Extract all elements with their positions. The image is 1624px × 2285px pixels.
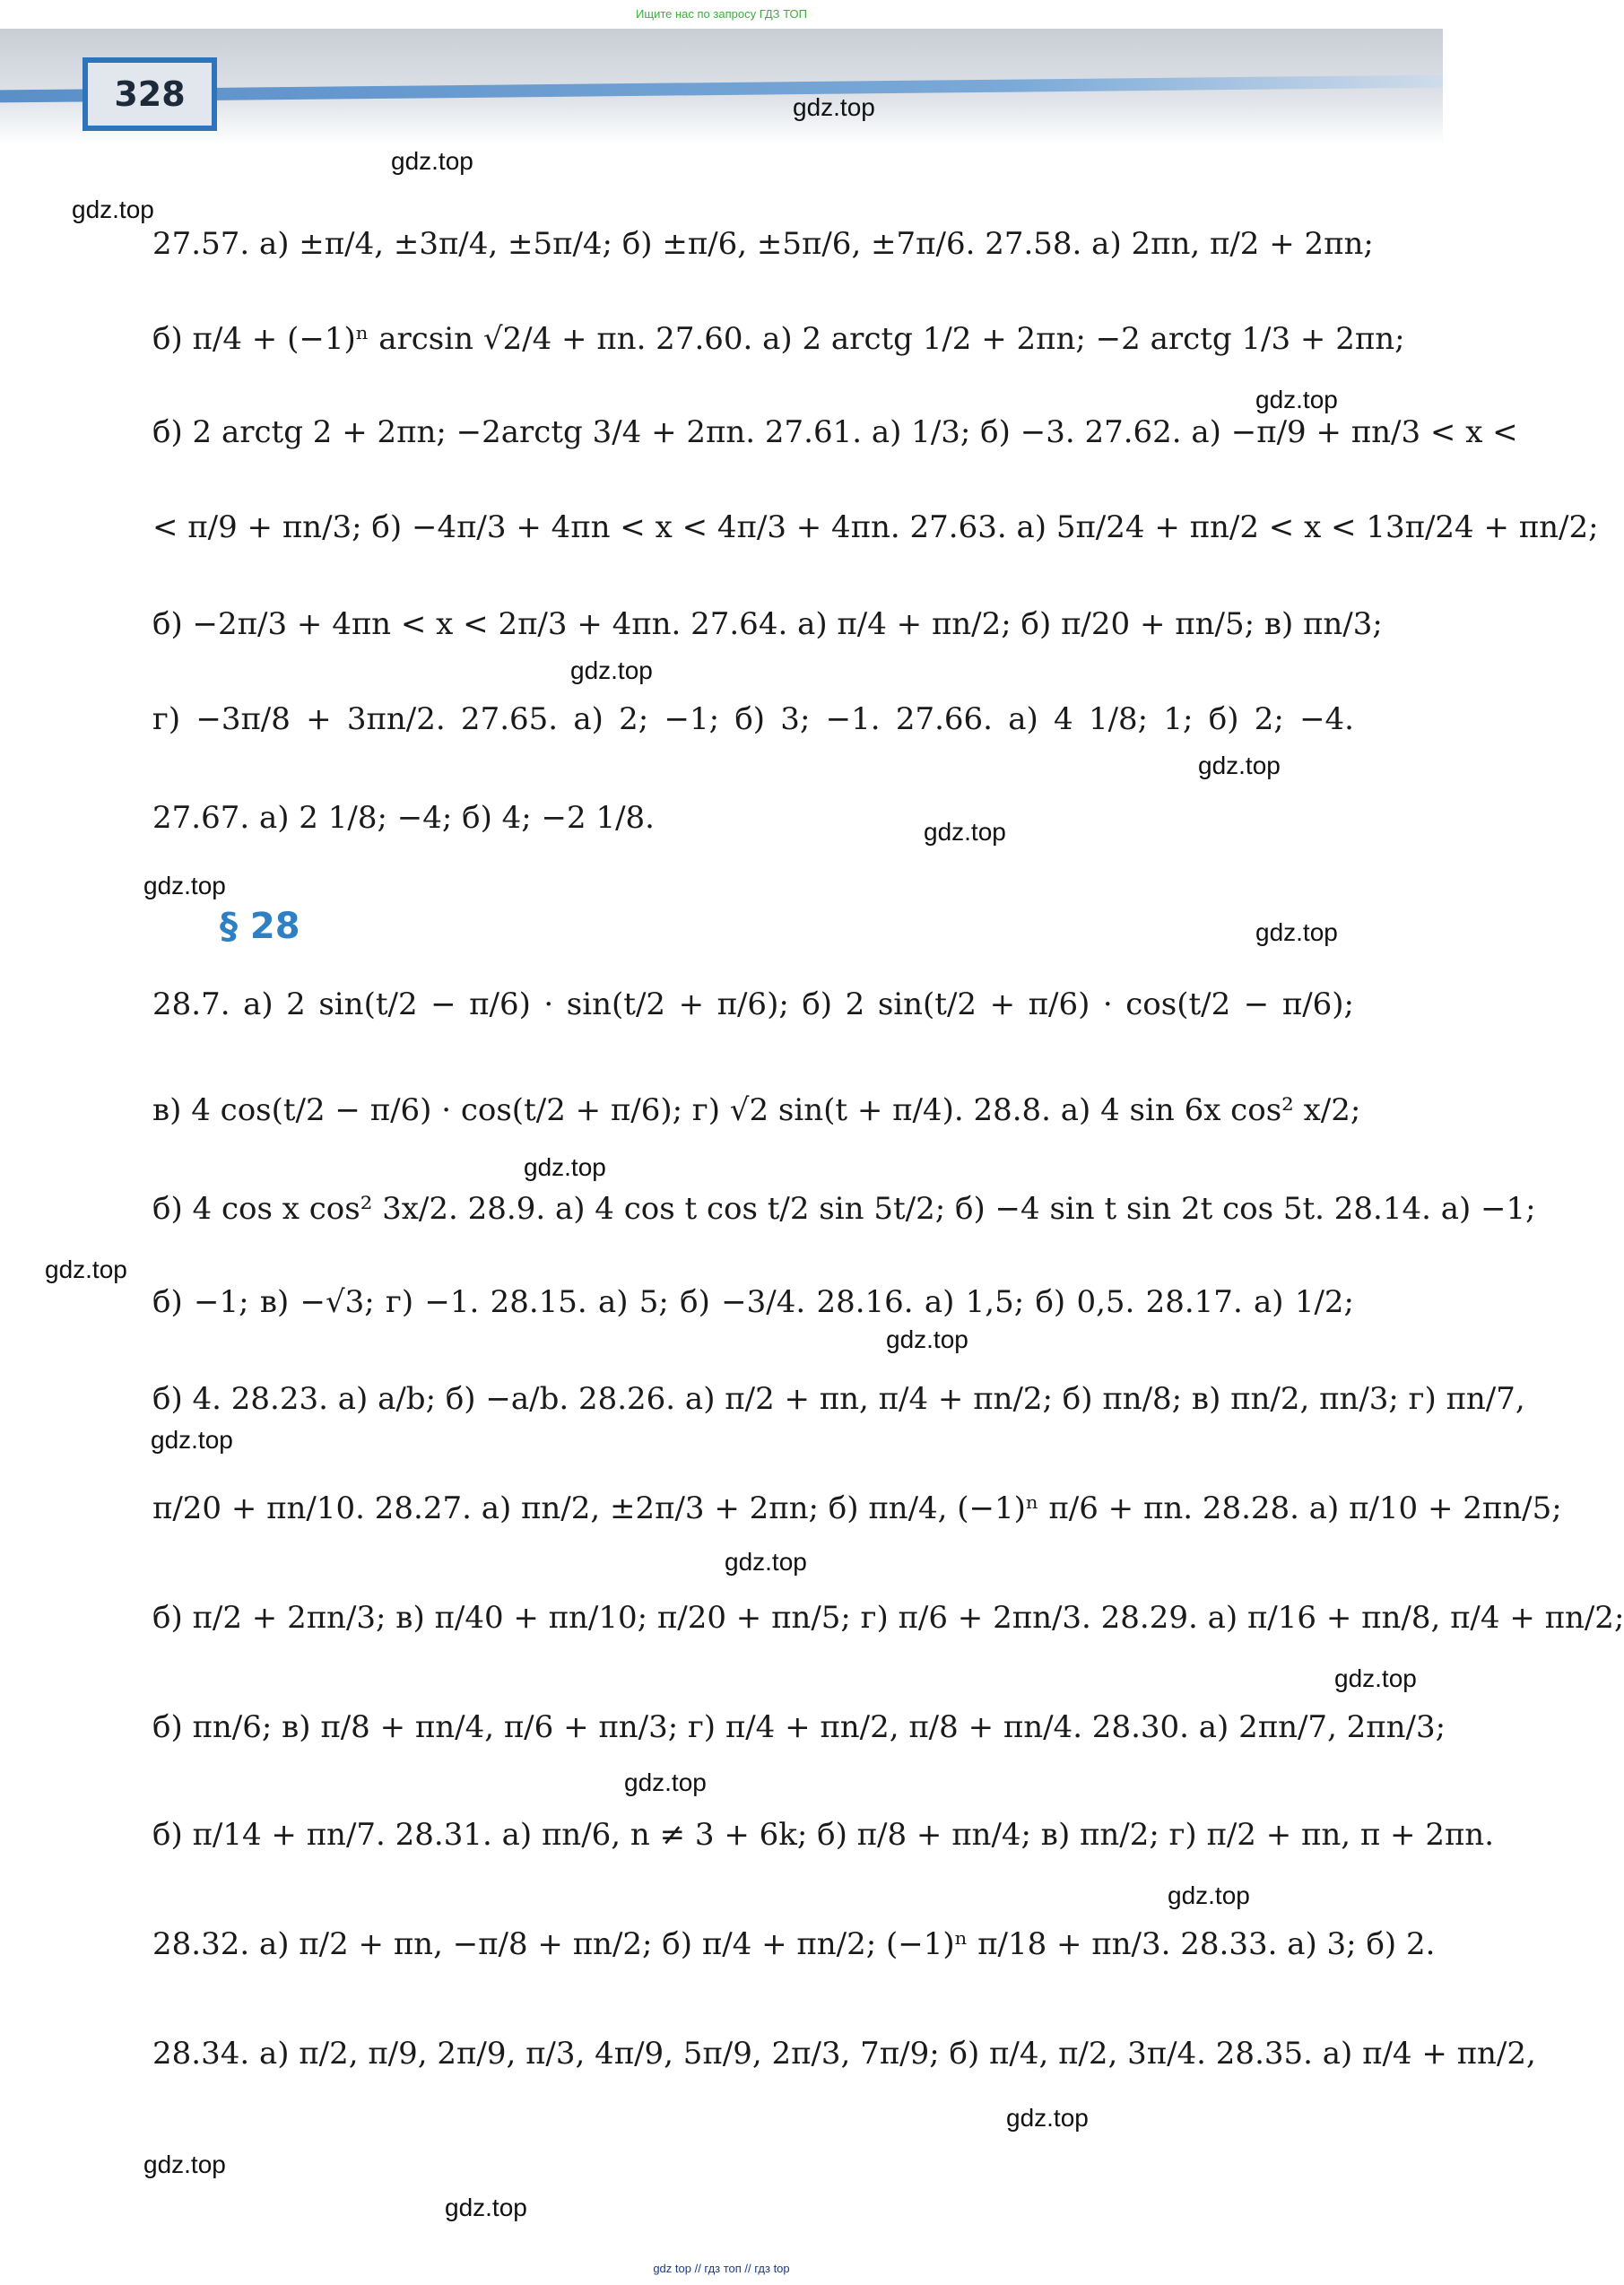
watermark: gdz.top	[725, 1548, 807, 1576]
watermark: gdz.top	[793, 93, 875, 121]
answer-line: б) −1; в) −√3; г) −1. 28.15. а) 5; б) −3/4. 28.16. а) 1,5; б) 0,5. 28.17. а) 1/2;	[152, 1284, 1354, 1320]
watermark: gdz.top	[924, 818, 1006, 846]
watermark: gdz.top	[391, 147, 473, 175]
answer-line: б) π/2 + 2πn/3; в) π/40 + πn/10; π/20 + πn/5; г) π/6 + 2πn/3. 28.29. а) π/16 + πn/8, π/4 + πn/2;	[152, 1600, 1624, 1636]
watermark: gdz.top	[524, 1153, 606, 1181]
answer-line: 28.7. а) 2 sin(t/2 − π/6) · sin(t/2 + π/6); б) 2 sin(t/2 + π/6) · cos(t/2 − π/6);	[152, 986, 1354, 1022]
answer-line: б) −2π/3 + 4πn < x < 2π/3 + 4πn. 27.64. а) π/4 + πn/2; б) π/20 + πn/5; в) πn/3;	[152, 606, 1383, 642]
watermark: gdz.top	[624, 1768, 707, 1796]
watermark: gdz.top	[1168, 1881, 1250, 1909]
answer-line: б) π/14 + πn/7. 28.31. а) πn/6, n ≠ 3 + 6k; б) π/8 + πn/4; в) πn/2; г) π/2 + πn, π + 2πn.	[152, 1817, 1495, 1853]
answer-line: в) 4 cos(t/2 − π/6) · cos(t/2 + π/6); г) √2 sin(t + π/4). 28.8. а) 4 sin 6x cos² x/2;	[152, 1092, 1361, 1128]
answer-line: < π/9 + πn/3; б) −4π/3 + 4πn < x < 4π/3 + 4πn. 27.63. а) 5π/24 + πn/2 < x < 13π/24 + πn/2;	[152, 509, 1599, 545]
section-heading: § 28	[220, 906, 300, 947]
watermark: gdz.top	[151, 1426, 233, 1454]
watermark: gdz.top	[45, 1255, 127, 1283]
answer-line: г) −3π/8 + 3πn/2. 27.65. а) 2; −1; б) 3; −1. 27.66. а) 4 1/8; 1; б) 2; −4.	[152, 701, 1354, 737]
answer-line: 27.57. а) ±π/4, ±3π/4, ±5π/4; б) ±π/6, ±5π/6, ±7π/6. 27.58. а) 2πn, π/2 + 2πn;	[152, 226, 1374, 262]
answer-line: 28.34. а) π/2, π/9, 2π/9, π/3, 4π/9, 5π/9, 2π/3, 7π/9; б) π/4, π/2, 3π/4. 28.35. а) π/4 + πn/2,	[152, 2036, 1536, 2072]
answer-line: 27.67. а) 2 1/8; −4; б) 4; −2 1/8.	[152, 800, 655, 836]
page-number: 328	[83, 57, 217, 131]
watermark: gdz.top	[1198, 752, 1281, 779]
watermark: gdz.top	[1006, 2104, 1089, 2132]
answer-line: б) π/4 + (−1)ⁿ arcsin √2/4 + πn. 27.60. а) 2 arctg 1/2 + 2πn; −2 arctg 1/3 + 2πn;	[152, 321, 1405, 357]
watermark: gdz.top	[1255, 918, 1338, 946]
bottom-banner-note: gdz top // гдз топ // гдз top	[653, 2262, 790, 2275]
watermark: gdz.top	[886, 1325, 968, 1353]
watermark: gdz.top	[1334, 1664, 1417, 1692]
watermark: gdz.top	[72, 195, 154, 223]
answer-line: б) 2 arctg 2 + 2πn; −2arctg 3/4 + 2πn. 27.61. а) 1/3; б) −3. 27.62. а) −π/9 + πn/3 < x <	[152, 414, 1518, 450]
watermark: gdz.top	[143, 872, 226, 899]
answer-line: б) πn/6; в) π/8 + πn/4, π/6 + πn/3; г) π/4 + πn/2, π/8 + πn/4. 28.30. а) 2πn/7, 2πn/3;	[152, 1709, 1446, 1745]
watermark: gdz.top	[1255, 386, 1338, 413]
answer-line: π/20 + πn/10. 28.27. а) πn/2, ±2π/3 + 2πn; б) πn/4, (−1)ⁿ π/6 + πn. 28.28. а) π/10 + 2πn/5;	[152, 1490, 1562, 1526]
answer-line: б) 4. 28.23. а) a/b; б) −a/b. 28.26. а) π/2 + πn, π/4 + πn/2; б) πn/8; в) πn/2, πn/3; г) πn/7,	[152, 1381, 1525, 1417]
answer-line: б) 4 cos x cos² 3x/2. 28.9. а) 4 cos t cos t/2 sin 5t/2; б) −4 sin t sin 2t cos 5t. 28.14. а) −1;	[152, 1191, 1536, 1227]
top-banner-note: Ищите нас по запросу ГДЗ ТОП	[636, 7, 807, 21]
answer-line: 28.32. а) π/2 + πn, −π/8 + πn/2; б) π/4 + πn/2; (−1)ⁿ π/18 + πn/3. 28.33. а) 3; б) 2.	[152, 1926, 1436, 1962]
watermark: gdz.top	[445, 2194, 527, 2221]
watermark: gdz.top	[143, 2150, 226, 2178]
watermark: gdz.top	[570, 656, 653, 684]
